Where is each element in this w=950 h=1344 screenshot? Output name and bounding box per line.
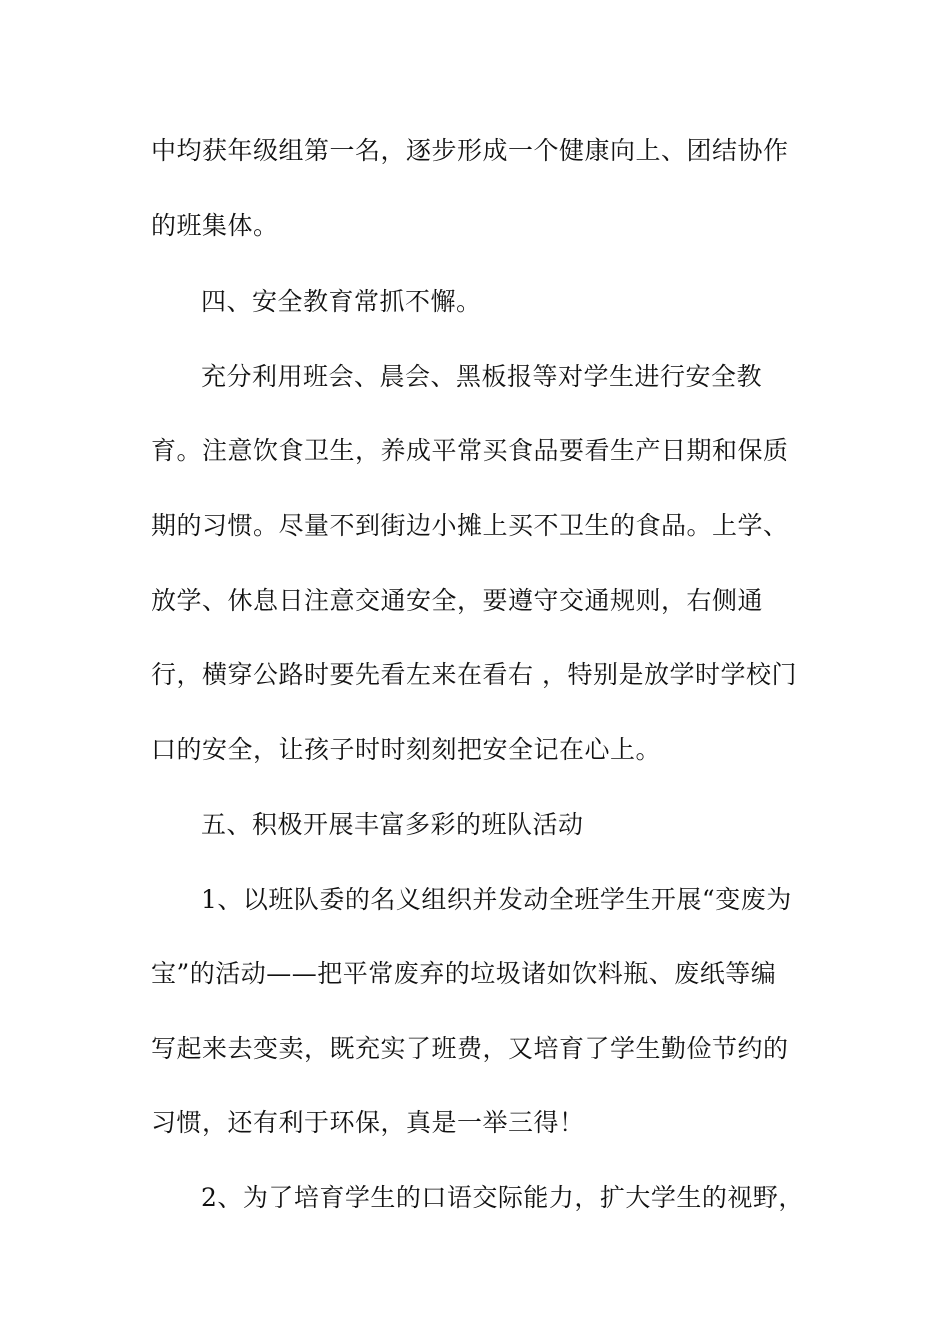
section-heading-5: 五、积极开展丰富多彩的班队活动 xyxy=(201,810,584,839)
text-line-14: 习惯，还有利于环保，真是一举三得！ xyxy=(151,1108,585,1137)
text-line-11: 1、以班队委的名义组织并发动全班学生开展“变废为 xyxy=(201,885,792,914)
text-line-5: 育。注意饮食卫生，养成平常买食品要看生产日期和保质 xyxy=(151,436,789,465)
text-line-6: 期的习惯。尽量不到街边小摊上买不卫生的食品。上学、 xyxy=(151,511,789,540)
text-line-1: 中均获年级组第一名，逐步形成一个健康向上、团结协作 xyxy=(151,136,789,165)
text-line-4: 充分利用班会、晨会、黑板报等对学生进行安全教 xyxy=(201,362,763,391)
text-line-2: 的班集体。 xyxy=(151,211,279,240)
text-line-15: 2、为了培育学生的口语交际能力，扩大学生的视野， xyxy=(201,1183,804,1212)
text-line-9: 口的安全，让孩子时时刻刻把安全记在心上。 xyxy=(151,735,662,764)
text-line-7: 放学、休息日注意交通安全，要遵守交通规则，右侧通 xyxy=(151,586,764,615)
text-line-13: 写起来去变卖，既充实了班费，又培育了学生勤俭节约的 xyxy=(151,1034,789,1063)
text-line-8: 行，横穿公路时要先看左来在看右 ，特别是放学时学校门 xyxy=(151,660,797,689)
section-heading-4: 四、安全教育常抓不懈。 xyxy=(201,287,482,316)
text-line-12: 宝”的活动——把平常废弃的垃圾诸如饮料瓶、废纸等编 xyxy=(151,959,777,988)
